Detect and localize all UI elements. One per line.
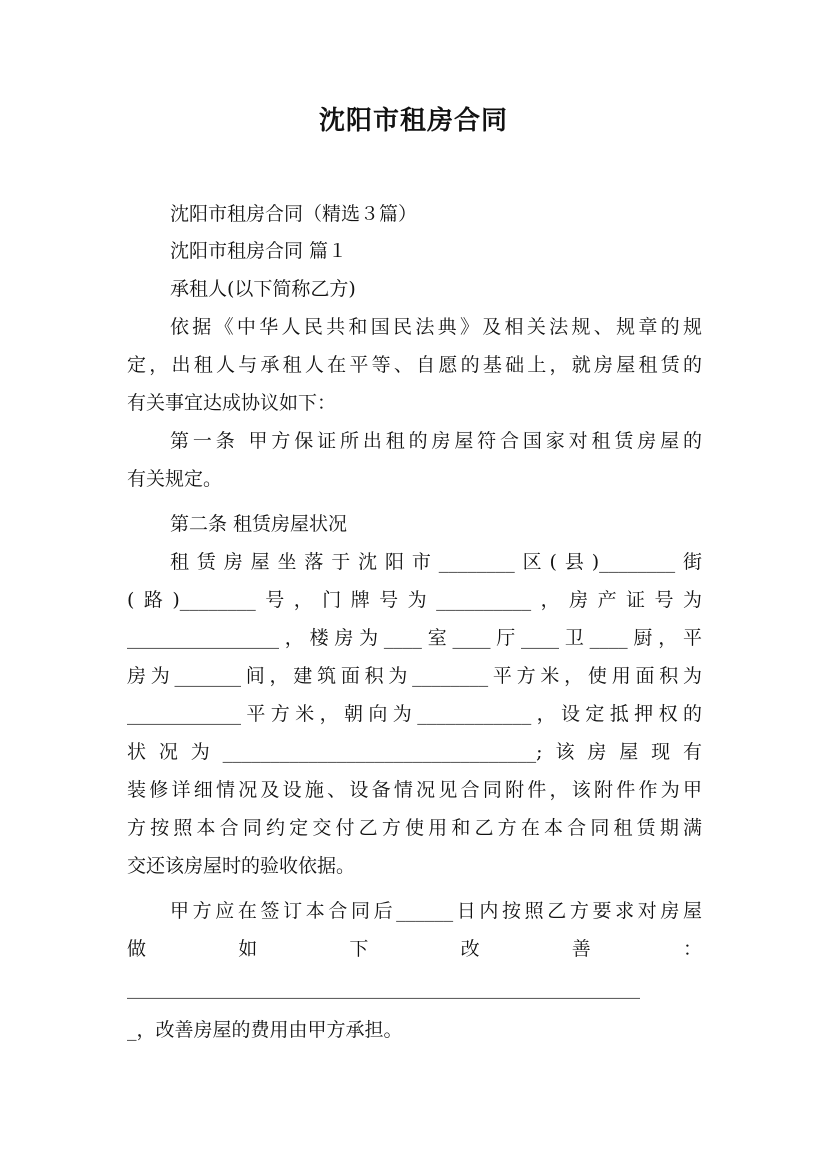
- blank-line: ______________________________________________________: [127, 977, 640, 999]
- paragraph-line: 有关事宜达成协议如下：: [127, 392, 337, 414]
- paragraph-line: 承租人(以下简称乙方): [170, 278, 356, 300]
- paragraph-line: 定，出租人与承租人在平等、自愿的基础上，就房屋租赁的: [127, 354, 702, 376]
- paragraph-line: 房为_______间，建筑面积为________平方米，使用面积为: [127, 665, 702, 687]
- subtitle-line: 沈阳市租房合同（精选３篇）: [170, 203, 418, 225]
- spread-char: 改: [460, 938, 480, 960]
- article-heading: 第二条 租赁房屋状况: [170, 513, 348, 535]
- document-title: 沈阳市租房合同: [318, 106, 508, 136]
- spread-char: 善: [571, 938, 591, 960]
- section-heading: 沈阳市租房合同 篇１: [170, 240, 348, 262]
- paragraph-line: 装修详细情况及设施、设备情况见合同附件，该附件作为甲: [127, 779, 702, 801]
- paragraph-line: 甲方应在签订本合同后______日内按照乙方要求对房屋: [170, 900, 702, 922]
- spread-char: 下: [349, 938, 369, 960]
- paragraph-line: 租赁房屋坐落于沈阳市________区(县)________街: [170, 551, 702, 573]
- paragraph-line: 方按照本合同约定交付乙方使用和乙方在本合同租赁期满: [127, 817, 702, 839]
- spread-line: [127, 930, 702, 969]
- paragraph-line: 第一条 甲方保证所出租的房屋符合国家对租赁房屋的: [170, 430, 702, 452]
- paragraph-line: (路)________号，门牌号为__________，房产证号为: [127, 589, 702, 611]
- spread-char: 如: [238, 938, 258, 960]
- paragraph-line: 有关规定。: [127, 468, 223, 490]
- paragraph-line: 交还该房屋时的验收依据。: [127, 855, 356, 877]
- paragraph-line: ____________平方米，朝向为____________，设定抵押权的: [127, 703, 702, 725]
- spread-char: 做: [127, 938, 147, 960]
- paragraph-line: ________________，楼房为____室____厅____卫____厨，平: [127, 627, 702, 649]
- paragraph-line: 依据《中华人民共和国民法典》及相关法规、规章的规: [170, 316, 702, 338]
- paragraph-line: 状况为_________________________________;该房屋现有: [127, 741, 702, 763]
- paragraph-line: _，改善房屋的费用由甲方承担。: [127, 1019, 403, 1041]
- spread-char: ：: [682, 938, 702, 960]
